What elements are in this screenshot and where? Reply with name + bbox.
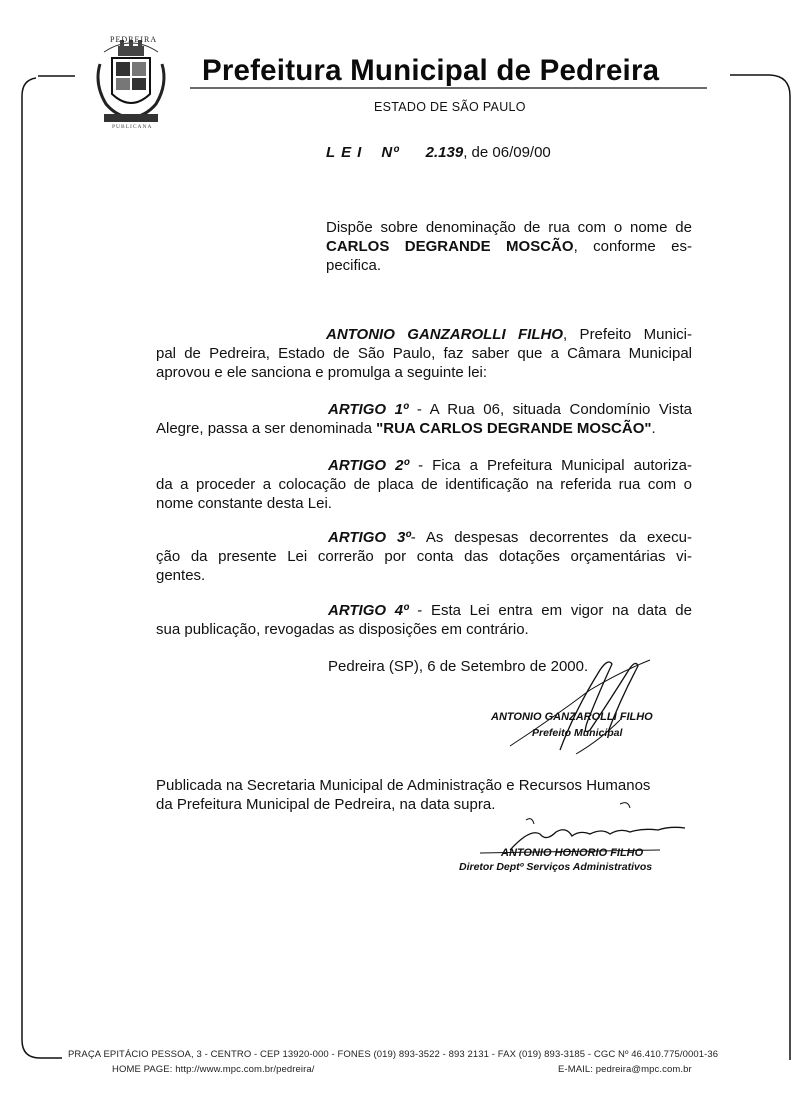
article-3-line-1: ARTIGO 3º- As despesas decorrentes da execu-	[328, 529, 692, 546]
article-2-line-2: da a proceder a colocação de placa de identificação na referida rua com o	[156, 476, 692, 493]
footer-address: PRAÇA EPITÁCIO PESSOA, 3 - CENTRO - CEP 13920-000 - FONES (019) 893-3522 - 893 2131 - FAX (019) 893-3185 - CGC Nº 46.410.775/0001-36	[68, 1049, 719, 1060]
article-2-line-3: nome constante desta Lei.	[156, 495, 332, 512]
summary-paragraph	[326, 218, 692, 275]
preamble-line-1: ANTONIO GANZAROLLI FILHO, Prefeito Munici-	[326, 326, 692, 343]
publication-line-2: da Prefeitura Municipal de Pedreira, na data supra.	[156, 796, 496, 813]
law-date: , de 06/09/00	[463, 144, 551, 161]
place-date: Pedreira (SP), 6 de Setembro de 2000.	[328, 658, 589, 675]
article-1-line-1: ARTIGO 1º - A Rua 06, situada Condomínio Vista	[328, 401, 692, 418]
director-signature-role: Diretor Deptº Serviços Administrativos	[459, 861, 653, 873]
article-2-label: ARTIGO 2º	[328, 457, 409, 474]
summary-line-2: CARLOS DEGRANDE MOSCÃO, conforme es-	[326, 238, 692, 255]
article-4	[156, 601, 692, 639]
mayor-signature-role: Prefeito Municipal	[532, 727, 623, 739]
crest-motto-bottom: PUBLICANA	[112, 124, 153, 130]
mayor-name: ANTONIO GANZAROLLI FILHO	[326, 326, 563, 343]
coat-of-arms	[90, 34, 172, 134]
footer-email: E-MAIL: pedreira@mpc.com.br	[558, 1064, 692, 1075]
preamble-line-2: pal de Pedreira, Estado de São Paulo, faz saber que a Câmara Municipal	[156, 345, 692, 362]
new-street-name: "RUA CARLOS DEGRANDE MOSCÃO"	[376, 420, 652, 437]
law-no-label: Nº	[381, 144, 400, 161]
article-4-line-1: ARTIGO 4º - Esta Lei entra em vigor na data de	[328, 602, 692, 619]
article-3-line-3: gentes.	[156, 567, 206, 584]
law-header	[326, 144, 551, 161]
law-number: 2.139	[425, 144, 464, 161]
footer-homepage: HOME PAGE: http://www.mpc.com.br/pedreira/	[112, 1064, 315, 1075]
honoree-name: CARLOS DEGRANDE MOSCÃO	[326, 238, 574, 255]
article-2-line-1: ARTIGO 2º - Fica a Prefeitura Municipal autoriza-	[328, 457, 692, 474]
summary-line-3: pecifica.	[326, 257, 382, 274]
preamble-paragraph	[156, 325, 692, 382]
article-3	[156, 528, 692, 585]
director-signature-name: ANTONIO HONORIO FILHO	[501, 847, 644, 859]
crest-motto-top: PEDREIRA	[110, 35, 158, 44]
state-name: ESTADO DE SÃO PAULO	[374, 100, 526, 114]
article-4-label: ARTIGO 4º	[328, 602, 409, 619]
article-2	[156, 456, 692, 513]
article-4-line-2: sua publicação, revogadas as disposições em contrário.	[156, 621, 529, 638]
article-1-line-2: Alegre, passa a ser denominada "RUA CARLOS DEGRANDE MOSCÃO".	[156, 420, 656, 437]
page-title: Prefeitura Municipal de Pedreira	[202, 54, 660, 87]
article-3-label: ARTIGO 3º	[328, 529, 411, 546]
publication-line-1: Publicada na Secretaria Municipal de Administração e Recursos Humanos	[156, 777, 651, 794]
article-3-line-2: ção da presente Lei correrão por conta das dotações orçamentárias vi-	[156, 548, 692, 565]
mayor-signature	[490, 650, 670, 760]
article-1	[156, 400, 692, 438]
law-label: LEI	[326, 144, 368, 161]
preamble-line-3: aprovou e ele sanciona e promulga a seguinte lei:	[156, 364, 488, 381]
article-1-label: ARTIGO 1º	[328, 401, 409, 418]
mayor-signature-name: ANTONIO GANZAROLLI FILHO	[491, 711, 653, 723]
summary-line-1: Dispõe sobre denominação de rua com o nome de	[326, 219, 692, 236]
